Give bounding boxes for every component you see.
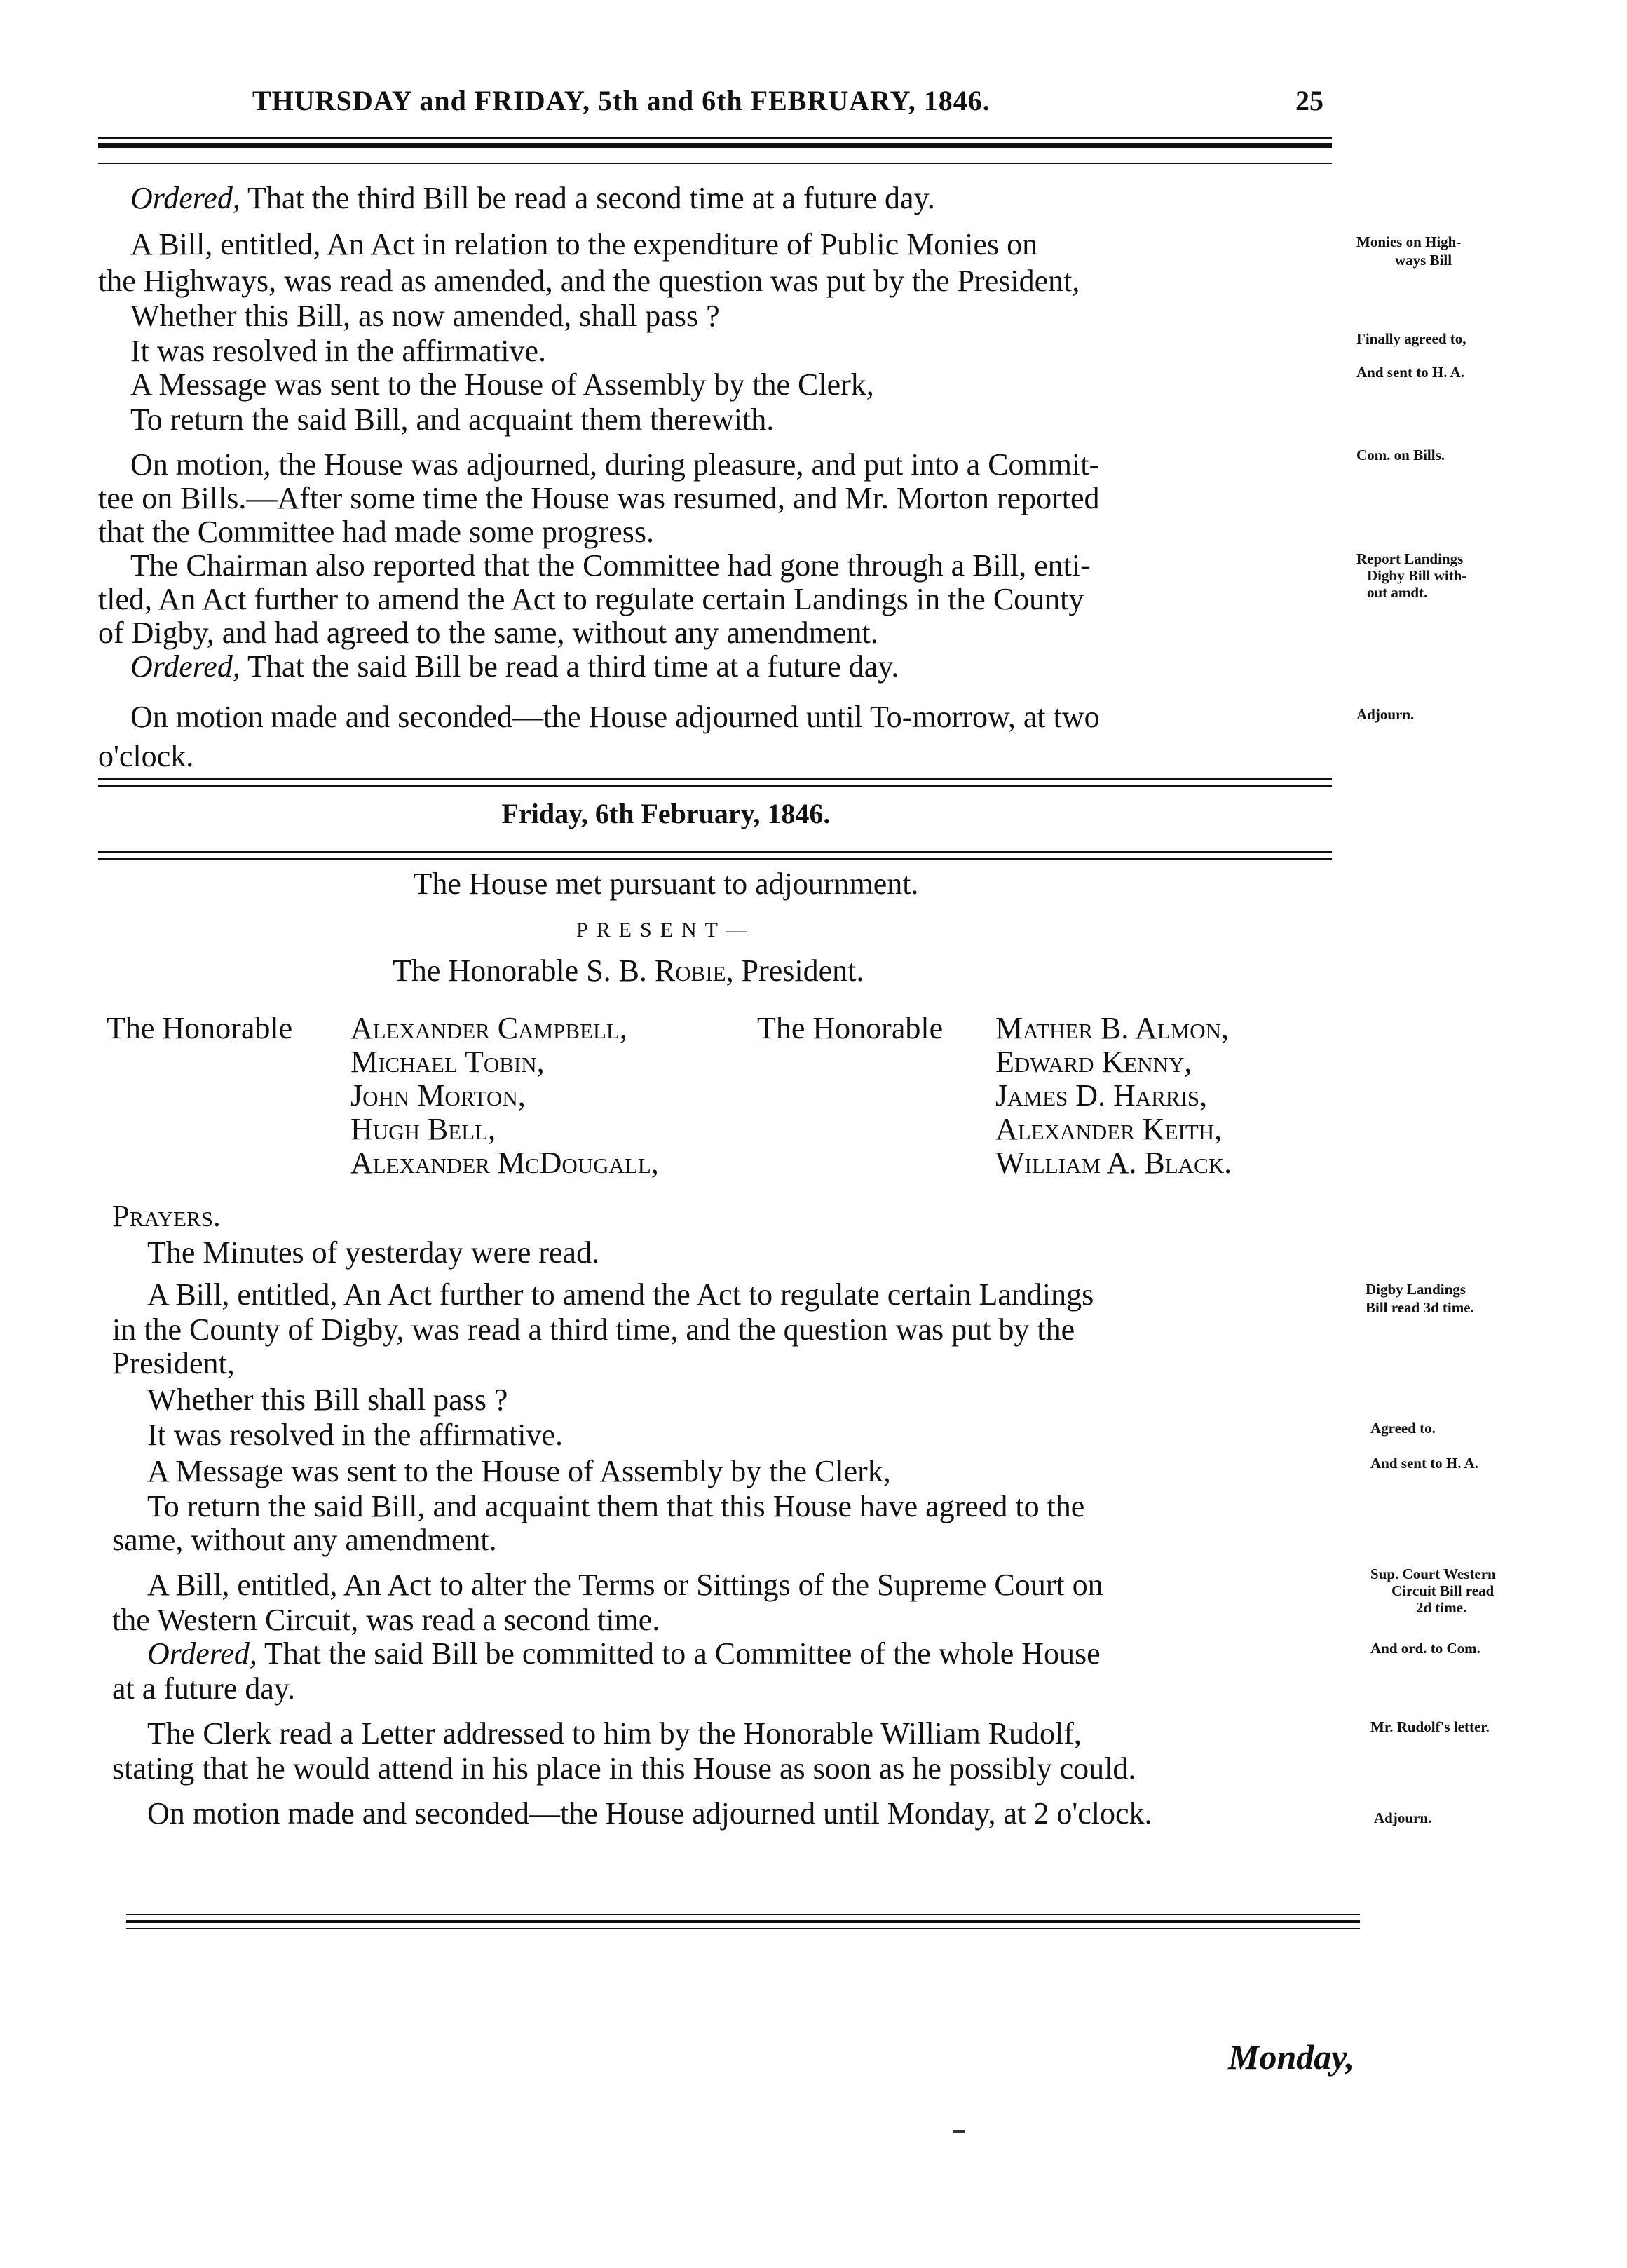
honorable-label: The Honorable (107, 1011, 293, 1045)
member-name: Alexander Keith, (995, 1112, 1223, 1146)
closing-rule (126, 1928, 1360, 1929)
margin-note: Adjourn. (1356, 706, 1415, 723)
margin-note: Sup. Court Western (1370, 1566, 1496, 1582)
body-line: of Digby, and had agreed to the same, without any amendment. (98, 616, 878, 650)
body-line: The Minutes of yesterday were read. (147, 1235, 600, 1270)
margin-note: out amdt. (1367, 584, 1428, 601)
header-rule-thick (98, 143, 1332, 148)
body-line: the Highways, was read as amended, and the question was put by the President, (98, 264, 1080, 298)
body-line: The Clerk read a Letter addressed to him by the Honorable William Rudolf, (147, 1716, 1082, 1751)
body-line: o'clock. (98, 739, 194, 773)
margin-note: 2d time. (1416, 1599, 1467, 1616)
member-name: Alexander Campbell, (350, 1011, 627, 1045)
body-line: that the Committee had made some progress. (98, 515, 655, 549)
body-line: A Bill, entitled, An Act to alter the Terms or Sittings of the Supreme Court on (147, 1568, 1103, 1602)
margin-note: Finally agreed to, (1356, 330, 1466, 347)
margin-note: Mr. Rudolf's letter. (1370, 1718, 1490, 1735)
present-label: PRESENT— (576, 918, 756, 942)
member-name: Hugh Bell, (350, 1112, 496, 1146)
body-line: at a future day. (112, 1671, 296, 1706)
margin-note: Agreed to. (1370, 1420, 1436, 1437)
body-line: To return the said Bill, and acquaint them that this House have agreed to the (147, 1489, 1085, 1523)
member-name: William A. Black. (995, 1146, 1232, 1180)
section-rule (98, 778, 1332, 780)
member-name: James D. Harris, (995, 1078, 1208, 1113)
body-line: A Message was sent to the House of Assembly by the Clerk, (130, 367, 874, 402)
body-line: Ordered, That the third Bill be read a second time at a future day. (130, 181, 935, 215)
page-mark (953, 2130, 965, 2133)
body-line: A Bill, entitled, An Act further to amend the Act to regulate certain Landings (147, 1277, 1094, 1312)
member-name: Mather B. Almon, (995, 1011, 1229, 1045)
member-name: Michael Tobin, (350, 1045, 545, 1079)
margin-note: Report Landings (1356, 550, 1464, 567)
body-line: Ordered, That the said Bill be read a third time at a future day. (130, 649, 899, 684)
president-line: The Honorable S. B. Robie, President. (393, 953, 864, 988)
body-line: Whether this Bill shall pass ? (147, 1383, 508, 1417)
body-line: the Western Circuit, was read a second time. (112, 1603, 660, 1637)
running-header: THURSDAY and FRIDAY, 5th and 6th FEBRUARY, 1846. (252, 85, 991, 116)
body-line: tled, An Act further to amend the Act to regulate certain Landings in the County (98, 582, 1084, 616)
page-number: 25 (1295, 85, 1323, 116)
body-line: Whether this Bill, as now amended, shall pass ? (130, 299, 720, 333)
closing-rule (126, 1914, 1360, 1915)
margin-note: ways Bill (1395, 252, 1452, 269)
body-line: stating that he would attend in his place in this House as soon as he possibly could. (112, 1751, 1136, 1786)
body-line: Ordered, That the said Bill be committed to a Committee of the whole House (147, 1636, 1101, 1671)
member-name: Edward Kenny, (995, 1045, 1192, 1079)
margin-note: Com. on Bills. (1356, 447, 1445, 463)
body-line: The Chairman also reported that the Committee had gone through a Bill, enti- (130, 548, 1091, 583)
body-line: To return the said Bill, and acquaint them therewith. (130, 402, 775, 437)
margin-note: Circuit Bill read (1391, 1582, 1495, 1599)
met-line: The House met pursuant to adjournment. (413, 867, 919, 901)
section-rule (98, 858, 1332, 860)
catchword: Monday, (1228, 2037, 1355, 2077)
margin-note: Digby Landings (1366, 1281, 1466, 1298)
margin-note: Monies on High- (1356, 233, 1462, 250)
body-line: in the County of Digby, was read a third time, and the question was put by the (112, 1312, 1075, 1347)
member-name: John Morton, (350, 1078, 526, 1113)
body-line: A Message was sent to the House of Assembly by the Clerk, (147, 1454, 891, 1488)
margin-note: And sent to H. A. (1356, 364, 1465, 381)
body-line: same, without any amendment. (112, 1523, 497, 1557)
margin-note: And sent to H. A. (1370, 1455, 1479, 1472)
body-line: On motion made and seconded—the House adjourned until Monday, at 2 o'clock. (147, 1796, 1152, 1831)
closing-rule (126, 1920, 1360, 1923)
margin-note: Bill read 3d time. (1366, 1299, 1474, 1316)
header-rule-thin-2 (98, 163, 1332, 164)
body-line: It was resolved in the affirmative. (130, 334, 546, 368)
margin-note: Adjourn. (1374, 1809, 1432, 1826)
prayers-label: Prayers. (112, 1199, 221, 1233)
date-heading: Friday, 6th February, 1846. (501, 798, 831, 829)
member-name: Alexander McDougall, (350, 1146, 659, 1180)
body-line: On motion, the House was adjourned, during pleasure, and put into a Commit- (130, 447, 1100, 482)
margin-note: Digby Bill with- (1367, 567, 1467, 584)
section-rule (98, 785, 1332, 787)
body-line: A Bill, entitled, An Act in relation to the expenditure of Public Monies on (130, 227, 1038, 262)
header-rule-thin (98, 137, 1332, 139)
body-line: President, (112, 1346, 235, 1380)
section-rule (98, 851, 1332, 853)
honorable-label: The Honorable (757, 1011, 944, 1045)
body-line: It was resolved in the affirmative. (147, 1418, 563, 1452)
body-line: On motion made and seconded—the House adjourned until To-morrow, at two (130, 700, 1100, 734)
body-line: tee on Bills.—After some time the House was resumed, and Mr. Morton reported (98, 481, 1100, 515)
margin-note: And ord. to Com. (1370, 1640, 1480, 1657)
